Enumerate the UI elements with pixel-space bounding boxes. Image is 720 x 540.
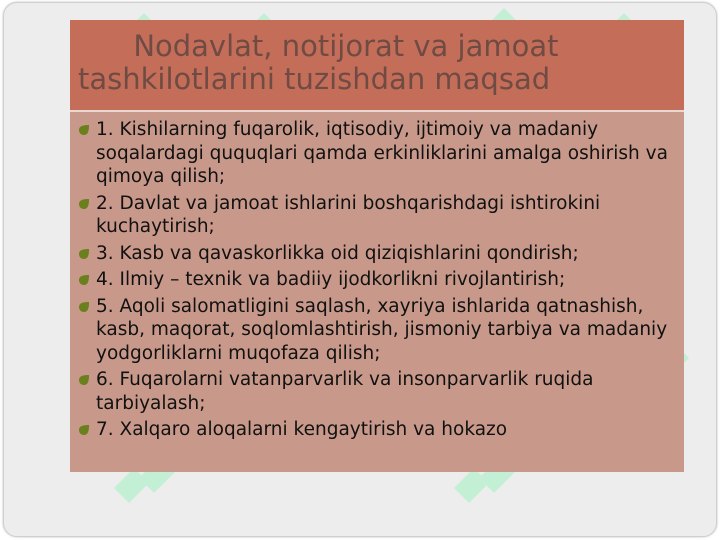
leaf-bullet-icon bbox=[78, 248, 90, 260]
leaf-bullet-icon bbox=[78, 301, 90, 313]
leaf-bullet-icon bbox=[78, 124, 90, 136]
bullet-text: 5. Aqoli salomatligini saqlash, xayriya ishlarida qatnashish, kasb, maqorat, soqlomlashtirish, jismoniy tarbiya va madaniy yodgorliklarni muqofaza qilish; bbox=[96, 295, 668, 364]
list-item bbox=[78, 192, 678, 239]
list-item bbox=[78, 418, 678, 442]
list-item bbox=[78, 268, 678, 292]
bullet-text: 4. Ilmiy – texnik va badiiy ijodkorlikni rivojlantirish; bbox=[96, 269, 566, 290]
list-item bbox=[78, 295, 678, 366]
list-item bbox=[78, 368, 678, 415]
bullet-text: 2. Davlat va jamoat ishlarini boshqarishdagi ishtirokini kuchaytirish; bbox=[96, 192, 601, 237]
leaf-bullet-icon bbox=[78, 374, 90, 386]
list-item bbox=[78, 118, 678, 189]
title-bar bbox=[70, 20, 684, 112]
bullet-text: 1. Kishilarning fuqarolik, iqtisodiy, ijtimoiy va madaniy soqalardagi ququqlari qamda erkinliklarini amalga oshirish va qimoya qilish; bbox=[96, 119, 668, 187]
leaf-bullet-icon bbox=[78, 424, 90, 436]
bullet-text: 6. Fuqarolarni vatanparvarlik va insonparvarlik ruqida tarbiyalash; bbox=[96, 369, 594, 414]
leaf-bullet-icon bbox=[78, 198, 90, 210]
list-item bbox=[78, 242, 678, 266]
bullet-text: 3. Kasb va qavaskorlikka oid qiziqishlarini qondirish; bbox=[96, 242, 579, 264]
bullet-list bbox=[78, 118, 678, 445]
slide-title: Nodavlat, notijorat va jamoat tashkilotlarini tuzishdan maqsad bbox=[78, 29, 568, 96]
leaf-bullet-icon bbox=[78, 274, 90, 286]
bullet-text: 7. Xalqaro aloqalarni kengaytirish va hokazo bbox=[96, 419, 508, 440]
